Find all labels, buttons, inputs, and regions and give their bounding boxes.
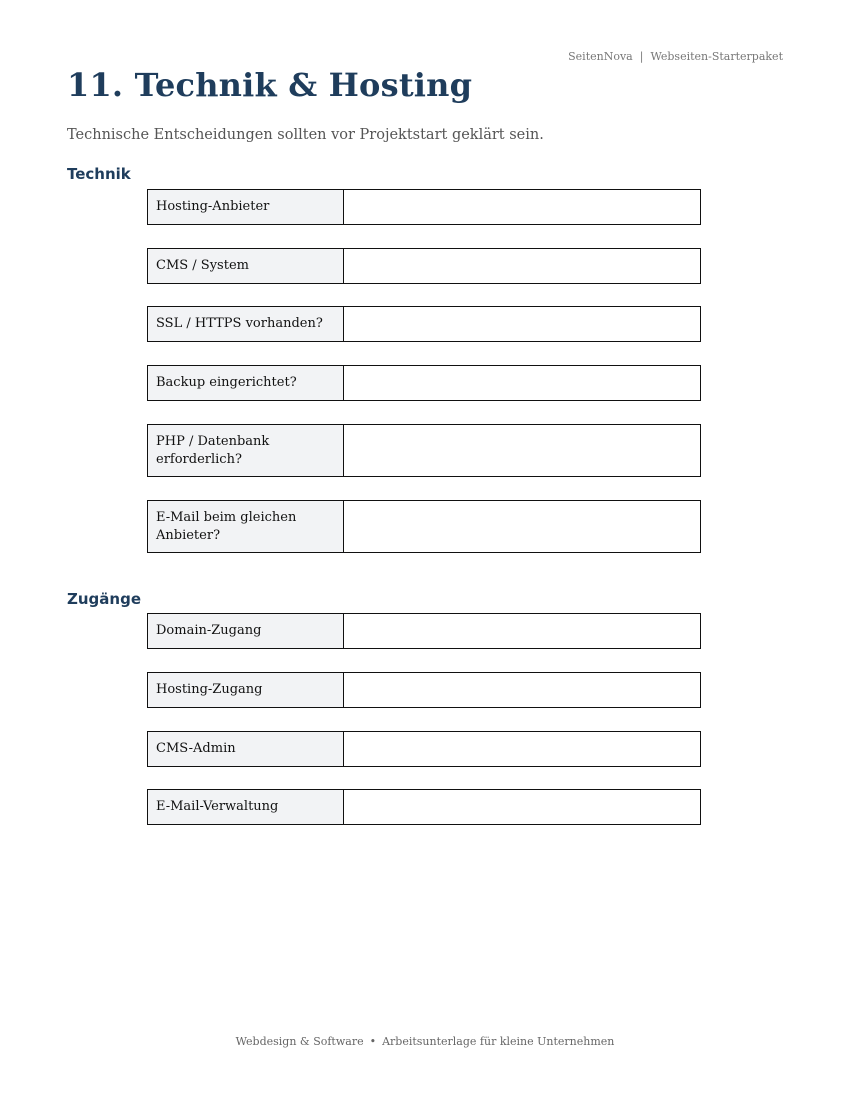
field-label: PHP / Datenbank erforderlich? — [148, 425, 344, 476]
header-separator: | — [639, 50, 644, 63]
page-header — [568, 50, 783, 63]
field-label: CMS / System — [148, 249, 344, 283]
field-input-email-verwaltung[interactable] — [344, 790, 700, 824]
section-heading-technik: Technik — [67, 165, 131, 183]
form-row-hosting-zugang — [147, 672, 701, 708]
form-row-cms-admin — [147, 731, 701, 767]
field-input-email-anbieter[interactable] — [344, 501, 700, 552]
header-doc-title: Webseiten-Starterpaket — [650, 50, 783, 63]
field-label: Backup eingerichtet? — [148, 366, 344, 400]
field-input-ssl-https[interactable] — [344, 307, 700, 341]
footer-right: Arbeitsunterlage für kleine Unternehmen — [382, 1035, 615, 1048]
field-input-cms-admin[interactable] — [344, 732, 700, 766]
header-brand: SeitenNova — [568, 50, 633, 63]
field-label: Hosting-Anbieter — [148, 190, 344, 224]
field-input-domain-zugang[interactable] — [344, 614, 700, 648]
form-row-email-verwaltung — [147, 789, 701, 825]
form-row-hosting-anbieter — [147, 189, 701, 225]
field-input-backup[interactable] — [344, 366, 700, 400]
footer-bullet: • — [369, 1035, 377, 1048]
field-label: E-Mail beim gleichen Anbieter? — [148, 501, 344, 552]
form-row-backup — [147, 365, 701, 401]
form-row-ssl-https — [147, 306, 701, 342]
field-label: SSL / HTTPS vorhanden? — [148, 307, 344, 341]
field-label: Hosting-Zugang — [148, 673, 344, 707]
field-label: E-Mail-Verwaltung — [148, 790, 344, 824]
intro-text: Technische Entscheidungen sollten vor Projektstart geklärt sein. — [67, 127, 544, 143]
form-row-email-anbieter — [147, 500, 701, 553]
field-label: CMS-Admin — [148, 732, 344, 766]
form-row-php-datenbank — [147, 424, 701, 477]
form-row-cms-system — [147, 248, 701, 284]
page-title: 11. Technik & Hosting — [67, 66, 473, 104]
footer-left: Webdesign & Software — [235, 1035, 364, 1048]
field-input-cms-system[interactable] — [344, 249, 700, 283]
section-heading-zugaenge: Zugänge — [67, 590, 142, 608]
form-row-domain-zugang — [147, 613, 701, 649]
field-input-hosting-anbieter[interactable] — [344, 190, 700, 224]
field-label: Domain-Zugang — [148, 614, 344, 648]
field-input-hosting-zugang[interactable] — [344, 673, 700, 707]
field-input-php-datenbank[interactable] — [344, 425, 700, 476]
page-footer — [0, 1035, 850, 1048]
